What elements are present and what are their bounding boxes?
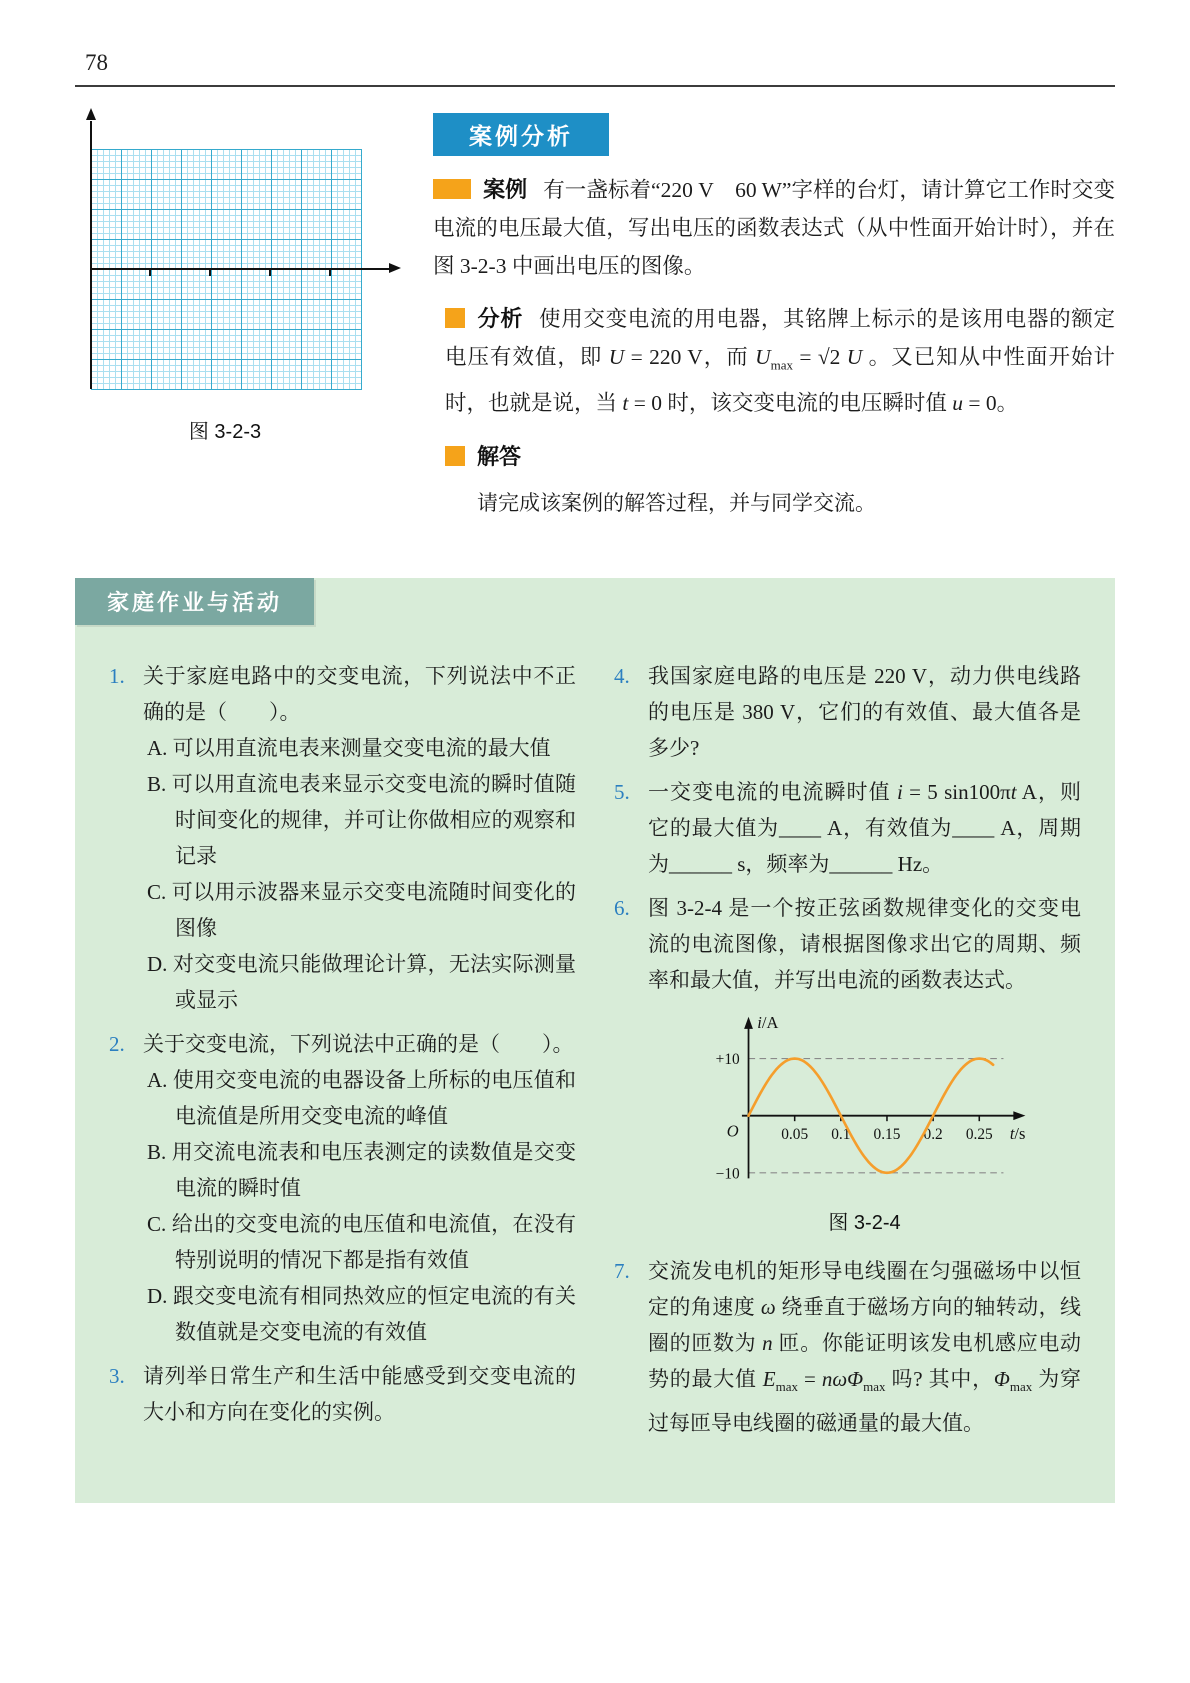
var-omega: ω [760, 1295, 776, 1320]
text-run: = 220 V，而 [624, 345, 756, 369]
var-u: u [952, 391, 964, 416]
svg-text:0.1: 0.1 [830, 1126, 850, 1144]
case-paragraph [433, 171, 1115, 285]
text-run: A，则它的最大值为____ A，有效值为____ A，周期为______ s，频率为______ Hz。 [648, 780, 1082, 877]
answer-note: 请完成该案例的解答过程，并与同学交流。 [477, 491, 876, 516]
header-rule [75, 85, 1115, 87]
svg-text:i/A: i/A [756, 1013, 778, 1033]
figure-caption: 图 3-2-3 [188, 421, 262, 443]
svg-text:−10: −10 [715, 1165, 740, 1183]
analysis-paragraph [445, 300, 1115, 422]
var-U: U [846, 345, 863, 369]
text-run: 绕垂直于磁场方向的轴转动，线圈的匝数为 [648, 1295, 1082, 1356]
option-b: B. 用交流电流表和电压表测定的读数值是交变电流的瞬时值 [147, 1140, 576, 1201]
option-a: A. 可以用直流电表来测量交变电流的最大值 [147, 736, 551, 761]
y-axis [90, 121, 92, 389]
case-label: 案例 [483, 177, 528, 202]
question-text: 关于家庭电路中的交变电流，下列说法中不正确的是（ ）。 [143, 664, 576, 725]
question-6 [614, 890, 1081, 1245]
question-3 [109, 1358, 576, 1430]
question-5 [614, 774, 1081, 882]
var-t: t [622, 391, 629, 416]
subscript-max: max [775, 1379, 798, 1395]
x-axis [91, 268, 391, 270]
svg-text:0.05: 0.05 [780, 1126, 808, 1144]
question-7 [614, 1253, 1081, 1441]
question-number: 2. [109, 1032, 125, 1057]
text-run: 匝。你能证明该发电机感应电动势的最大值 [648, 1331, 1082, 1392]
figure-3-2-4 [700, 1008, 1030, 1241]
text-run: 一交变电流的电流瞬时值 [648, 780, 897, 805]
var-n-omega-phi: nωΦ [821, 1367, 864, 1392]
var-t: t [1010, 780, 1017, 805]
text-run: 。又已知从中性面开始计时，也就是说，当 [445, 345, 1115, 416]
option-d: D. 跟交变电流有相同热效应的恒定电流的有关数值就是交变电流的有效值 [147, 1284, 576, 1345]
question-number: 4. [614, 664, 630, 689]
svg-text:0.2: 0.2 [923, 1126, 943, 1144]
subscript-max: max [770, 357, 794, 373]
option-c: C. 可以用示波器来显示交变电流随时间变化的图像 [147, 880, 576, 941]
text-run: 有一盏标着“220 V 60 W”字样的台灯，请计算它工作时交变电流的电压最大值，写出电压的函数表达式（从中性面开始计时），并在图 3-2-3 中画出电压的图像。 [433, 178, 1115, 278]
orange-rect-icon [433, 179, 471, 199]
text-run: 为穿过每匝导电线圈的磁通量的最大值。 [648, 1367, 1081, 1436]
text-run: 交流发电机的矩形导电线圈在匀强磁场中以恒定的角速度 [648, 1259, 1081, 1320]
chart-caption: 图 3-2-4 [828, 1212, 901, 1235]
homework-section [75, 578, 1115, 1503]
question-text: 我国家庭电路的电压是 220 V，动力供电线路的电压是 380 V，它们的有效值、最大值各是多少? [648, 664, 1081, 761]
text-run: 使用交变电流的用电器，其铭牌上标示的是该用电器的额定电压有效值，即 [445, 307, 1115, 369]
question-text: 请列举日常生产和生活中能感受到交变电流的大小和方向在变化的实例。 [143, 1364, 576, 1425]
questions-left-column [109, 658, 576, 1449]
text-run: = 0 时，该交变电流的电压瞬时值 [628, 391, 953, 416]
var-phi: Φ [993, 1367, 1010, 1392]
orange-square-icon [445, 446, 465, 466]
sine-wave-chart [700, 1008, 1030, 1197]
question-4 [614, 658, 1081, 766]
question-text [648, 1253, 1081, 1441]
case-analysis-section [75, 113, 1115, 522]
axis-tick [329, 269, 331, 276]
answer-label: 解答 [477, 444, 522, 470]
text-run: 吗? 其中， [885, 1367, 994, 1392]
axis-tick [269, 269, 271, 276]
analysis-label: 分析 [477, 306, 524, 331]
svg-text:t/s: t/s [1009, 1124, 1025, 1144]
var-U: U [608, 345, 625, 369]
question-text: 图 3-2-4 是一个按正弦函数规律变化的交变电流的电流图像，请根据图像求出它的周期、频率和最大值，并写出电流的函数表达式。 [648, 896, 1081, 993]
page-number: 78 [85, 50, 108, 75]
case-analysis-header: 案例分析 [433, 113, 609, 156]
orange-square-icon [445, 308, 465, 328]
figure-3-2-3 [75, 113, 425, 522]
question-2 [109, 1026, 576, 1350]
svg-text:+10: +10 [715, 1051, 740, 1069]
question-text: 关于交变电流，下列说法中正确的是（ ）。 [143, 1032, 574, 1057]
var-E: E [762, 1367, 776, 1392]
question-text [648, 774, 1081, 882]
question-number: 6. [614, 896, 630, 921]
option-d: D. 对交变电流只能做理论计算，无法实际测量或显示 [147, 952, 576, 1013]
svg-text:0.15: 0.15 [873, 1126, 900, 1144]
var-n: n [762, 1331, 773, 1356]
axis-tick [149, 269, 151, 276]
subscript-max: max [1009, 1379, 1033, 1395]
homework-header: 家庭作业与活动 [75, 578, 314, 625]
svg-text:0.25: 0.25 [965, 1126, 993, 1144]
axis-arrow-right-icon [389, 263, 401, 273]
option-c: C. 给出的交变电流的电压值和电流值，在没有特别说明的情况下都是指有效值 [147, 1212, 576, 1273]
grid-figure [91, 149, 361, 389]
questions-right-column [614, 658, 1081, 1449]
question-number: 5. [614, 780, 630, 805]
subscript-max: max [863, 1379, 886, 1395]
case-analysis-column [425, 113, 1115, 522]
var-i: i [896, 780, 903, 805]
text-run: = √2 [793, 345, 847, 369]
svg-text:O: O [726, 1121, 739, 1141]
text-run: = 5 sin100π [902, 780, 1011, 805]
axis-tick [209, 269, 211, 276]
question-1 [109, 658, 576, 1018]
question-number: 7. [614, 1259, 630, 1284]
option-a: A. 使用交变电流的电器设备上所标的电压值和电流值是所用交变电流的峰值 [147, 1068, 576, 1129]
option-b: B. 可以用直流电表来显示交变电流的瞬时值随时间变化的规律，并可让你做相应的观察和记录 [147, 772, 576, 869]
axis-arrow-up-icon [86, 108, 96, 120]
answer-heading [445, 438, 1115, 476]
question-number: 3. [109, 1364, 125, 1389]
text-run: = [797, 1367, 822, 1392]
question-number: 1. [109, 664, 125, 689]
var-U: U [755, 345, 771, 369]
text-run: = 0。 [963, 391, 1019, 416]
